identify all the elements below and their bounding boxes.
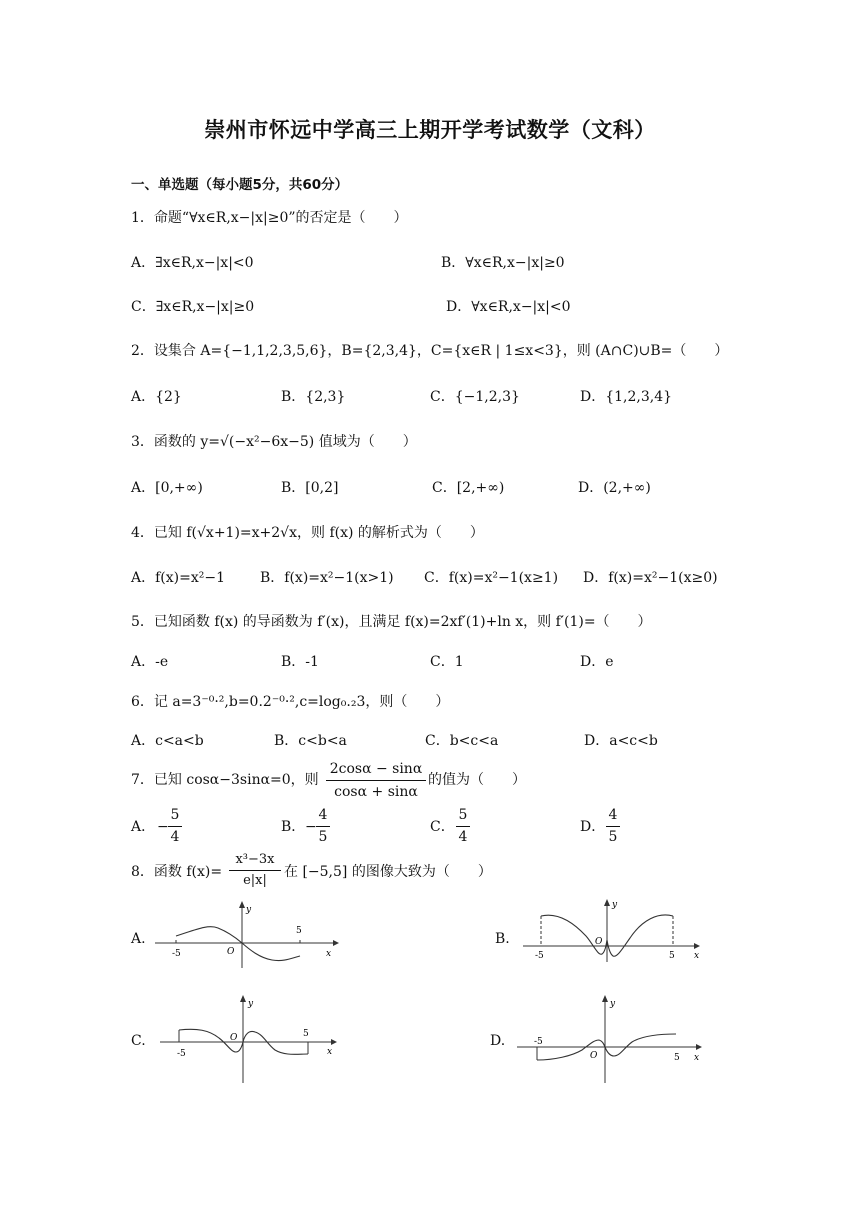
graph-c-y-label: y xyxy=(248,999,254,1009)
question-7-option-a-label: A． xyxy=(131,819,156,835)
graph-a-x-label: x xyxy=(326,949,332,959)
question-7-option-a-num: 5 xyxy=(170,807,180,823)
graph-a-y-arrow xyxy=(239,901,245,908)
question-5-option-c: C．1 xyxy=(430,654,464,670)
question-4-option-a: A．f(x)=x²−1 xyxy=(131,570,225,586)
question-7-option-d-label: D． xyxy=(580,819,606,835)
graph-b-y-label: y xyxy=(612,900,618,910)
question-5-option-a: A．-e xyxy=(131,654,169,670)
graph-b-origin: O xyxy=(595,937,603,947)
graph-c-5-label: 5 xyxy=(303,1029,309,1039)
graph-a-neg5-label: -5 xyxy=(172,949,181,959)
question-4-option-b: B．f(x)=x²−1(x>1) xyxy=(260,570,394,586)
question-3-option-a: A．[0,+∞) xyxy=(131,480,203,496)
question-7-stem-pre: 7．已知 cosα−3sinα=0，则 xyxy=(131,772,319,788)
graph-b-5-label: 5 xyxy=(669,951,675,961)
graph-a-y-label: y xyxy=(246,905,252,915)
question-1-option-d: D．∀x∈R,x−|x|<0 xyxy=(446,299,571,315)
graph-c-x-arrow xyxy=(331,1039,337,1045)
graph-c-x-label: x xyxy=(327,1047,333,1057)
question-7-option-d-bar xyxy=(606,826,620,827)
question-8-fraction-bar xyxy=(229,870,281,871)
question-4-option-d: D．f(x)=x²−1(x≥0) xyxy=(583,570,718,586)
question-2-option-b: B．{2,3} xyxy=(281,389,346,405)
question-3-stem: 3．函数的 y=√(−x²−6x−5) 值域为（ ） xyxy=(131,434,417,450)
question-1-stem: 1．命题“∀x∈R,x−|x|≥0”的否定是（ ） xyxy=(131,210,408,226)
graph-b xyxy=(518,898,708,968)
graph-c xyxy=(157,994,347,1090)
graph-c-neg5-label: -5 xyxy=(177,1049,186,1059)
graph-c-y-arrow xyxy=(240,995,246,1002)
question-3-option-b: B．[0,2] xyxy=(281,480,339,496)
question-5-option-b: B．-1 xyxy=(281,654,319,670)
question-2-option-d: D．{1,2,3,4} xyxy=(580,389,673,405)
question-5-stem: 5．已知函数 f(x) 的导函数为 f′(x)，且满足 f(x)=2xf′(1)+ln x，则 f′(1)=（ ） xyxy=(131,614,652,630)
graph-b-x-arrow xyxy=(694,943,700,949)
question-8-stem-pre: 8．函数 f(x)= xyxy=(131,864,223,880)
graph-a xyxy=(150,900,340,974)
question-7-option-b-den: 5 xyxy=(318,829,328,845)
question-3-option-d: D．(2,+∞) xyxy=(578,480,651,496)
graph-d-x-label: x xyxy=(694,1053,700,1063)
question-7-option-c-label: C． xyxy=(430,819,455,835)
question-7-option-c-bar xyxy=(456,826,470,827)
question-7-option-b-num: 4 xyxy=(318,807,328,823)
graph-b-y-arrow xyxy=(604,899,610,906)
graph-b-neg5-label: -5 xyxy=(535,951,544,961)
question-7-option-a-bar xyxy=(168,826,182,827)
graph-d-y-label: y xyxy=(610,999,616,1009)
question-7-option-c-num: 5 xyxy=(458,807,468,823)
question-7-fraction-bar xyxy=(326,780,426,781)
graph-a-curve xyxy=(176,927,300,961)
question-7-option-a-den: 4 xyxy=(170,829,180,845)
question-1-option-b: B．∀x∈R,x−|x|≥0 xyxy=(441,255,565,271)
question-7-option-d-den: 5 xyxy=(608,829,618,845)
question-7-option-c-den: 4 xyxy=(458,829,468,845)
graph-d-5-label: 5 xyxy=(674,1053,680,1063)
graph-d-x-arrow xyxy=(696,1044,702,1050)
question-7-option-b-sign: − xyxy=(305,819,317,835)
question-8-fraction-num: x³−3x xyxy=(235,852,275,867)
question-4-option-c: C．f(x)=x²−1(x≥1) xyxy=(424,570,559,586)
question-8-option-c-label: C. xyxy=(131,1033,146,1049)
question-8-option-a-label: A. xyxy=(131,931,146,947)
section-heading: 一、单选题（每小题5分，共60分） xyxy=(131,177,349,193)
question-1-option-a: A．∃x∈R,x−|x|<0 xyxy=(131,255,254,271)
graph-d-origin: O xyxy=(590,1051,598,1061)
question-7-option-b-bar xyxy=(316,826,330,827)
graph-d-y-arrow xyxy=(602,995,608,1002)
graph-b-x-label: x xyxy=(694,951,700,961)
question-4-stem: 4．已知 f(√x+1)=x+2√x，则 f(x) 的解析式为（ ） xyxy=(131,525,484,541)
question-5-option-d: D．e xyxy=(580,654,614,670)
question-2-option-a: A．{2} xyxy=(131,389,182,405)
graph-a-5-label: 5 xyxy=(296,926,302,936)
question-1-option-c: C．∃x∈R,x−|x|≥0 xyxy=(131,299,255,315)
question-6-option-c: C．b<c<a xyxy=(425,733,499,749)
question-7-option-a-sign: − xyxy=(157,819,169,835)
question-3-option-c: C．[2,+∞) xyxy=(432,480,505,496)
question-7-option-b-label: B． xyxy=(281,819,306,835)
graph-d-neg5-label: -5 xyxy=(534,1037,543,1047)
question-7-fraction-den: cosα + sinα xyxy=(334,784,418,800)
graph-d xyxy=(514,994,709,1090)
question-8-option-b-label: B. xyxy=(495,931,510,947)
question-6-option-b: B．c<b<a xyxy=(274,733,347,749)
question-2-stem: 2．设集合 A={−1,1,2,3,5,6}，B={2,3,4}，C={x∈R | 1≤x<3}，则 (A∩C)∪B=（ ） xyxy=(131,343,729,359)
question-8-option-d-label: D. xyxy=(490,1033,506,1049)
question-7-fraction-num: 2cosα − sinα xyxy=(329,761,423,777)
question-6-stem: 6．记 a=3⁻⁰·²,b=0.2⁻⁰·²,c=log₀.₂3，则（ ） xyxy=(131,694,450,710)
graph-a-origin: O xyxy=(227,947,235,957)
question-2-option-c: C．{−1,2,3} xyxy=(430,389,520,405)
graph-c-origin: O xyxy=(230,1033,238,1043)
question-6-option-a: A．c<a<b xyxy=(131,733,204,749)
graph-a-x-arrow xyxy=(333,940,339,946)
question-6-option-d: D．a<c<b xyxy=(584,733,658,749)
question-7-stem-post: 的值为（ ） xyxy=(428,772,526,788)
question-8-stem-post: 在 [−5,5] 的图像大致为（ ） xyxy=(284,864,492,880)
question-7-option-d-num: 4 xyxy=(608,807,618,823)
question-8-fraction-den: e|x| xyxy=(243,873,267,888)
page-title: 崇州市怀远中学高三上期开学考试数学（文科） xyxy=(204,117,656,142)
